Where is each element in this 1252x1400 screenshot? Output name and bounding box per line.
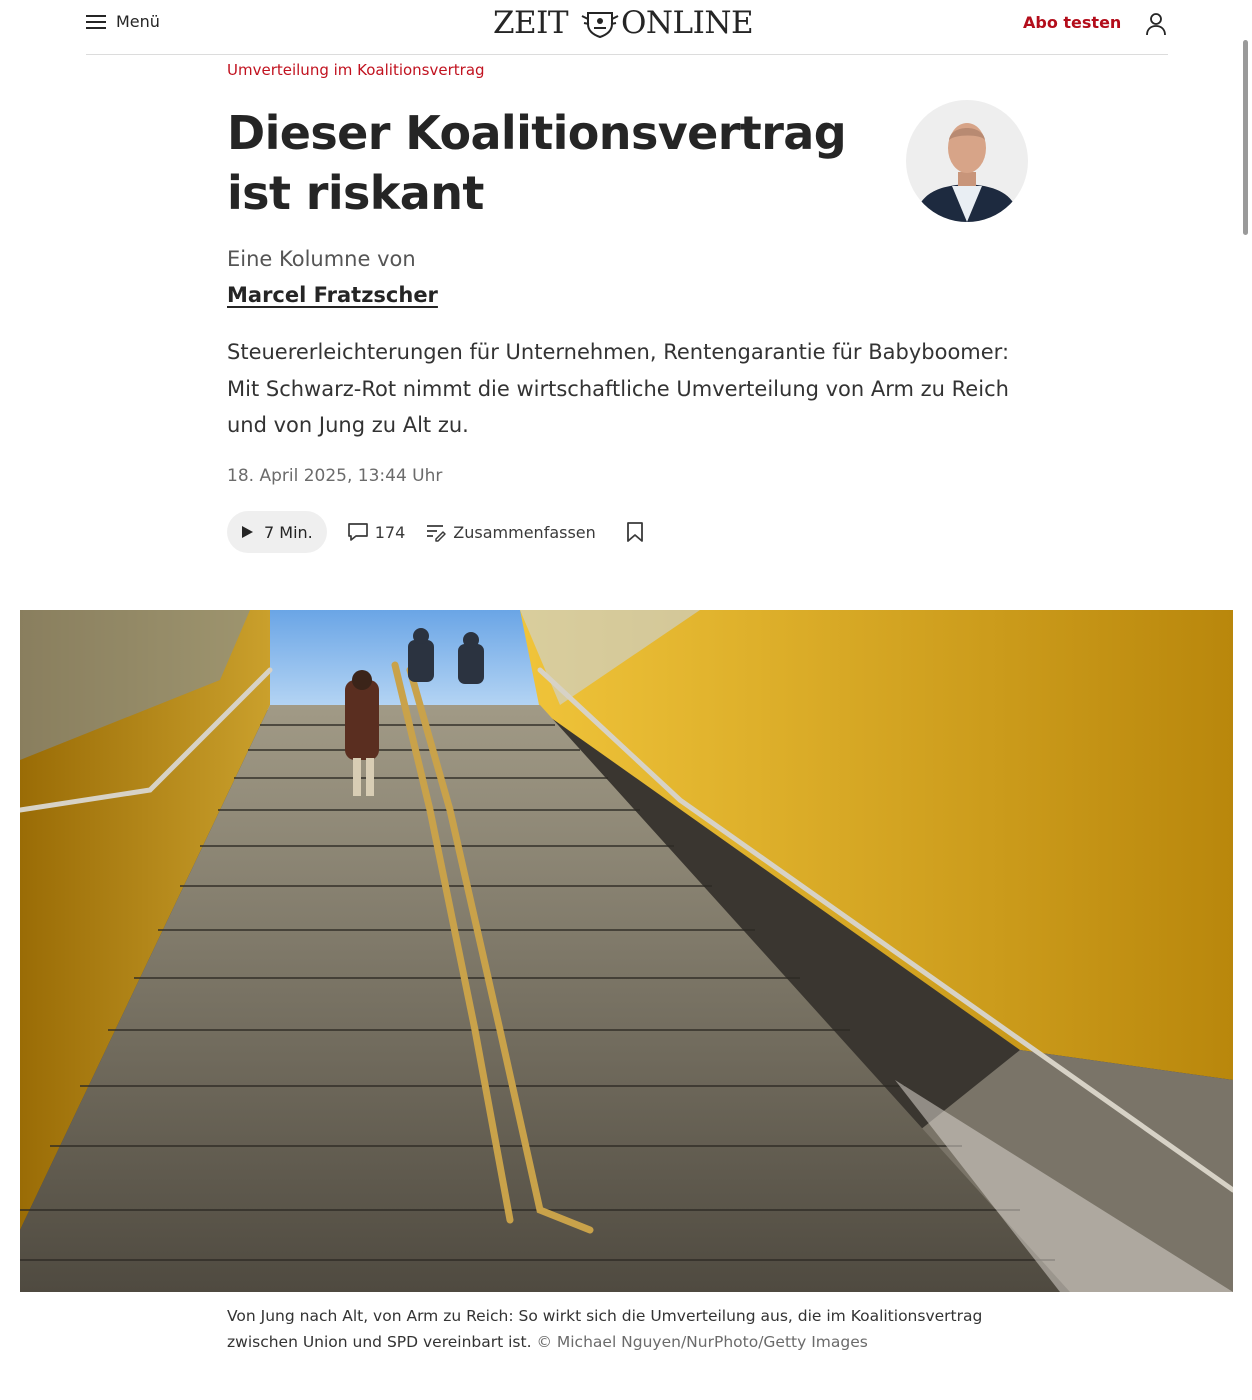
hero-image <box>20 610 1233 1292</box>
menu-button[interactable] <box>86 12 160 31</box>
article-actions <box>227 511 644 553</box>
logo-text-left: ZEIT <box>493 5 569 41</box>
hamburger-icon <box>86 14 106 30</box>
byline-prefix: Eine Kolumne von <box>227 247 416 271</box>
summarize-label: Zusammenfassen <box>453 522 596 542</box>
author-avatar[interactable] <box>906 100 1028 222</box>
play-icon <box>241 525 254 539</box>
image-caption <box>227 1303 1027 1355</box>
scrollbar-thumb[interactable] <box>1243 40 1248 235</box>
summarize-icon <box>425 522 447 542</box>
summarize-button[interactable] <box>425 522 596 542</box>
comments-count: 174 <box>374 522 406 542</box>
site-header <box>86 0 1168 55</box>
subscribe-link[interactable]: Abo testen <box>1023 13 1122 32</box>
bookmark-button[interactable] <box>626 521 644 543</box>
site-logo[interactable] <box>493 4 761 44</box>
article-lead: Steuererleichterungen für Unternehmen, Rentengarantie für Babyboomer: Mit Schwarz-Rot nimmt die wirtschaftliche Umverteilung von Arm zu Reich und von Jung zu Alt zu. <box>227 340 1010 437</box>
image-credit: © Michael Nguyen/NurPhoto/Getty Images <box>536 1333 868 1351</box>
listen-duration: 7 Min. <box>264 522 313 542</box>
article-date: 18. April 2025, 13:44 Uhr <box>227 466 443 486</box>
logo-text-right: ONLINE <box>621 5 754 41</box>
user-icon[interactable] <box>1145 12 1167 36</box>
bookmark-icon <box>626 521 644 543</box>
article-kicker[interactable]: Umverteilung im Koalitionsvertrag <box>227 61 485 79</box>
menu-label: Menü <box>116 12 160 31</box>
article-title: Dieser Koalitionsvertrag ist riskant <box>227 106 847 220</box>
comments-button[interactable] <box>347 522 406 542</box>
listen-button[interactable] <box>227 511 327 553</box>
comment-icon <box>347 522 369 542</box>
author-link[interactable]: Marcel Fratzscher <box>227 283 438 307</box>
crest-icon <box>581 8 619 38</box>
caption-text: Von Jung nach Alt, von Arm zu Reich: So wirkt sich die Umverteilung aus, die im Koalitionsvertrag zwischen Union und SPD vereinbart ist. <box>227 1307 983 1351</box>
